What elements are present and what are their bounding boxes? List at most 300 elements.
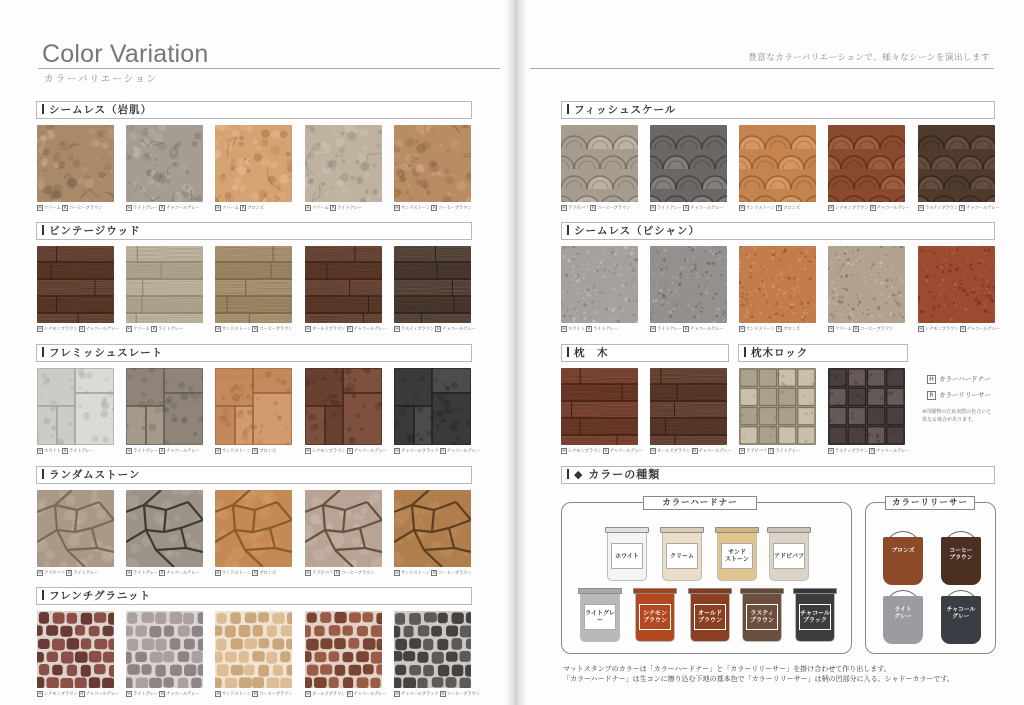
hardener-key: H — [38, 327, 42, 332]
texture-swatch — [305, 611, 382, 688]
hardener-key: H — [919, 206, 923, 211]
swatch-hardener: シナモンブラウン — [568, 449, 602, 454]
swatch-releaser: ブロンズ — [783, 206, 800, 211]
swatch-releaser: チャコールグレー — [166, 206, 200, 211]
swatch-caption — [394, 570, 472, 577]
releaser-key: R — [160, 571, 164, 576]
swatch-releaser: チャコールグレー — [698, 449, 732, 454]
section-header — [561, 222, 995, 240]
bucket-name: チャコール グレー — [946, 607, 976, 620]
hardener-key: H — [38, 571, 42, 576]
section-header — [561, 101, 995, 119]
can-lid — [715, 527, 759, 533]
hardener-key: H — [127, 449, 131, 454]
hardener-key: H — [919, 327, 923, 332]
section-title: 枕 木 — [574, 347, 609, 359]
swatch-hardener: シナモンブラウン — [44, 692, 78, 697]
header-divider-right — [530, 68, 994, 69]
swatch-releaser: コーヒーブラウン — [341, 571, 375, 576]
swatch-hardener: ライトグレー — [133, 449, 158, 454]
swatch-releaser: チャコールグレー — [166, 692, 200, 697]
releaser-key: R — [253, 449, 257, 454]
hardener-key: H — [127, 692, 131, 697]
texture-swatch — [828, 368, 905, 445]
swatch-hardener: サンドストーン — [746, 327, 776, 332]
can-label — [746, 604, 778, 630]
texture-swatch — [650, 246, 727, 323]
releaser-box-label: カラーリリーサー — [885, 496, 975, 510]
swatch-releaser: コーヒーブラウン — [597, 206, 631, 211]
swatch-caption — [305, 448, 387, 455]
swatch-hardener: アドビバフ — [44, 571, 65, 576]
can-label — [694, 604, 726, 630]
can-lid — [578, 588, 622, 594]
releaser-bucket — [939, 590, 983, 644]
hardener-can — [793, 588, 837, 644]
can-lid — [633, 588, 677, 594]
texture-swatch — [37, 125, 114, 202]
page-gutter — [505, 0, 527, 705]
section-header — [36, 466, 472, 484]
releaser-key: R — [253, 692, 257, 697]
hardener-can — [578, 588, 622, 644]
releaser-key: R — [591, 206, 595, 211]
swatch-hardener: ライトグレー — [133, 571, 158, 576]
texture-swatch — [126, 125, 203, 202]
swatch-releaser: ライトグレー — [337, 206, 363, 211]
can-name: クリーム — [669, 552, 694, 560]
texture-swatch — [739, 368, 816, 445]
section-title: フィッシュスケール — [574, 104, 677, 116]
section-header — [36, 101, 472, 119]
releaser-bucket — [881, 590, 925, 644]
swatch-caption — [650, 448, 732, 455]
swatch-hardener: オールドブラウン — [312, 327, 346, 332]
texture-swatch — [739, 246, 816, 323]
releaser-key: R — [441, 692, 445, 697]
releaser-key: R — [63, 206, 67, 211]
hardener-key: H — [216, 449, 220, 454]
swatch-releaser: チャコールグレー — [166, 571, 200, 576]
hardener-can — [633, 588, 677, 644]
hardener-key: H — [395, 692, 399, 697]
can-name: ラスティ ブラウン — [749, 610, 774, 624]
hardener-key: H — [306, 692, 310, 697]
swatch-hardener: サンドストーン — [222, 692, 252, 697]
hardener-key: H — [562, 327, 566, 332]
can-label — [799, 604, 831, 630]
can-label — [721, 543, 753, 569]
header-divider-left — [38, 68, 500, 69]
swatch-caption — [37, 326, 119, 333]
texture-swatch — [305, 125, 382, 202]
releaser-key: R — [777, 206, 781, 211]
releaser-key: R — [441, 449, 445, 454]
texture-swatch — [215, 368, 292, 445]
swatch-caption — [561, 326, 618, 333]
texture-swatch — [394, 246, 471, 323]
swatch-caption — [215, 205, 264, 212]
hardener-key: H — [395, 206, 399, 211]
color-types-heading — [561, 466, 995, 484]
releaser-key: R — [348, 449, 352, 454]
can-lid — [767, 527, 811, 533]
can-lid — [740, 588, 784, 594]
swatch-caption — [394, 205, 472, 212]
releaser-key: R — [253, 327, 257, 332]
section-title: ビンテージウッド — [49, 225, 141, 237]
texture-swatch — [215, 611, 292, 688]
hardener-key: H — [395, 327, 399, 332]
swatch-releaser: チャコールグレー — [966, 206, 1000, 211]
swatch-caption — [739, 448, 800, 455]
swatch-releaser: チャコールグレー — [966, 327, 1001, 332]
swatch-caption — [37, 691, 119, 698]
texture-swatch — [215, 490, 292, 567]
swatch-hardener: アドビバフ — [312, 571, 333, 576]
swatch-hardener: クリーム — [44, 206, 61, 211]
swatch-caption — [828, 205, 910, 212]
swatch-releaser: コーヒーブラウン — [69, 206, 103, 211]
hardener-key: H — [829, 327, 833, 332]
swatch-caption — [394, 448, 480, 455]
legend-releaser-key: R — [927, 391, 936, 400]
swatch-hardener: サンドストーン — [222, 449, 252, 454]
section-title: シームレス（岩肌） — [49, 104, 153, 116]
releaser-key: R — [871, 206, 875, 211]
texture-swatch — [126, 490, 203, 567]
hardener-key: H — [216, 327, 220, 332]
bucket-label — [939, 607, 983, 621]
hardener-can — [740, 588, 784, 644]
can-label — [639, 604, 671, 630]
can-name: アドビバフ — [774, 552, 805, 560]
swatch-hardener: クリーム — [222, 206, 239, 211]
legend-hardener — [927, 374, 991, 384]
swatch-caption — [126, 205, 200, 212]
hardener-box-label: カラーハードナー — [643, 496, 757, 510]
releaser-key: R — [80, 692, 84, 697]
hardener-key: H — [306, 571, 310, 576]
releaser-key: R — [961, 327, 965, 332]
swatch-caption — [394, 691, 480, 698]
releaser-bucket — [881, 531, 925, 585]
hardener-key: H — [38, 449, 42, 454]
swatch-hardener: ラスティブラウン — [401, 327, 435, 332]
releaser-key: R — [63, 449, 67, 454]
releaser-key: R — [960, 206, 964, 211]
swatch-releaser: コーヒーブラウン — [259, 692, 293, 697]
can-name: ホワイト — [615, 552, 639, 560]
texture-swatch — [126, 611, 203, 688]
swatch-hardener: シナモンブラウン — [925, 327, 959, 332]
texture-swatch — [561, 246, 638, 323]
releaser-key: R — [432, 206, 436, 211]
hardener-key: H — [740, 449, 744, 454]
swatch-caption — [739, 326, 800, 333]
footer-line1: マットスタンプのカラーは「カラーハードナー」と「カラーリリーサー」を掛け合わせて作り出します。 — [563, 665, 891, 673]
swatch-caption — [561, 205, 630, 212]
swatch-hardener: クリーム — [312, 206, 329, 211]
swatch-releaser: コーヒーブラウン — [860, 327, 894, 332]
can-label — [584, 604, 616, 630]
releaser-key: R — [241, 206, 245, 211]
swatch-releaser: チャコールグレー — [85, 692, 120, 697]
hardener-key: H — [216, 206, 220, 211]
can-label — [611, 543, 643, 569]
texture-swatch — [828, 125, 905, 202]
swatch-releaser: ライトグレー — [73, 571, 99, 576]
bucket-label — [939, 548, 983, 562]
legend-hardener-key: H — [927, 375, 936, 384]
swatch-caption — [126, 691, 200, 698]
hardener-key: H — [306, 206, 310, 211]
releaser-key: R — [684, 206, 688, 211]
swatch-hardener: アドビバフ — [746, 449, 767, 454]
swatch-releaser: チャコールグレー — [442, 327, 476, 332]
releaser-key: R — [604, 449, 608, 454]
swatch-releaser: ブロンズ — [259, 571, 276, 576]
swatch-caption — [828, 448, 910, 455]
section-header — [36, 587, 472, 605]
can-lid — [605, 527, 649, 533]
swatch-hardener: ライトグレー — [657, 206, 682, 211]
swatch-caption — [215, 570, 276, 577]
hardener-key: H — [562, 206, 566, 211]
swatch-caption — [394, 326, 476, 333]
bucket-name: コーヒー ブラウン — [949, 548, 973, 561]
hardener-key: H — [562, 449, 566, 454]
releaser-key: R — [160, 449, 164, 454]
texture-swatch — [828, 246, 905, 323]
legend-hardener-label: カラーハードナー — [939, 375, 991, 383]
swatch-hardener: クリーム — [133, 327, 150, 332]
releaser-key: R — [67, 571, 71, 576]
swatch-releaser: チャコールグレー — [353, 692, 387, 697]
section-header — [738, 344, 908, 362]
swatch-caption — [305, 205, 362, 212]
texture-swatch — [394, 125, 471, 202]
hardener-key: H — [216, 692, 220, 697]
texture-swatch — [650, 368, 727, 445]
swatch-hardener: チャコールブラック — [401, 692, 439, 697]
swatch-releaser: ブロンズ — [783, 327, 800, 332]
swatch-caption — [650, 326, 724, 333]
swatch-hardener: アドビバフ — [568, 206, 589, 211]
bucket-name: ブロンズ — [891, 548, 915, 554]
section-header — [36, 222, 472, 240]
swatch-releaser: ライトグレー — [158, 327, 184, 332]
swatch-hardener: ラスティブラウン — [925, 206, 959, 211]
texture-swatch — [561, 125, 638, 202]
swatch-releaser: コーヒーブラウン — [446, 692, 480, 697]
swatch-releaser: チャコールグレー — [876, 206, 911, 211]
swatch-caption — [561, 448, 643, 455]
releaser-key: R — [80, 327, 84, 332]
swatch-caption — [126, 326, 183, 333]
swatch-hardener: サンドストーン — [746, 206, 776, 211]
releaser-key: R — [160, 692, 164, 697]
texture-swatch — [215, 125, 292, 202]
section-title: ランダムストーン — [49, 469, 141, 481]
releaser-key: R — [777, 327, 781, 332]
releaser-key: R — [152, 327, 156, 332]
hardener-key: H — [829, 449, 833, 454]
releaser-key: R — [348, 692, 352, 697]
swatch-releaser: チャコールグレー — [85, 327, 120, 332]
section-header — [36, 344, 472, 362]
page-title: Color Variation — [42, 40, 209, 68]
swatch-releaser: チャコールグレー — [353, 449, 388, 454]
releaser-key: R — [436, 327, 440, 332]
swatch-hardener: チャコールブラック — [401, 449, 439, 454]
can-lid — [660, 527, 704, 533]
hardener-key: H — [306, 449, 310, 454]
swatch-releaser: チャコールグレー — [876, 449, 910, 454]
swatch-caption — [37, 448, 94, 455]
can-name: サンド ストーン — [725, 549, 749, 563]
swatch-releaser: ライトグレー — [775, 449, 801, 454]
swatch-caption — [739, 205, 800, 212]
swatch-caption — [126, 448, 200, 455]
swatch-releaser: チャコールグレー — [166, 449, 200, 454]
releaser-key: R — [693, 449, 697, 454]
texture-swatch — [37, 611, 114, 688]
swatch-hardener: ホワイト — [44, 449, 61, 454]
bucket-body — [883, 537, 923, 585]
can-label — [666, 543, 698, 569]
legend-note — [922, 408, 991, 424]
hardener-key: H — [127, 327, 131, 332]
swatch-caption — [305, 570, 374, 577]
texture-swatch — [394, 368, 471, 445]
swatch-releaser: チャコールグレー — [609, 449, 644, 454]
hardener-key: H — [395, 449, 399, 454]
swatch-caption — [215, 691, 293, 698]
swatch-hardener: クリーム — [835, 327, 852, 332]
releaser-key: R — [854, 327, 858, 332]
releaser-bucket — [939, 531, 983, 585]
swatch-releaser: ライトグレー — [592, 327, 618, 332]
texture-swatch — [126, 246, 203, 323]
texture-swatch — [739, 125, 816, 202]
swatch-releaser: チャコールグレー — [446, 449, 481, 454]
swatch-hardener: シナモンブラウン — [44, 327, 78, 332]
hardener-key: H — [38, 692, 42, 697]
texture-swatch — [305, 246, 382, 323]
swatch-hardener: シナモンブラウン — [312, 449, 346, 454]
can-lid — [688, 588, 732, 594]
swatch-caption — [215, 448, 276, 455]
texture-swatch — [305, 368, 382, 445]
releaser-key: R — [684, 327, 688, 332]
hardener-key: H — [651, 206, 655, 211]
swatch-releaser: チャコールグレー — [690, 327, 724, 332]
hardener-key: H — [306, 327, 310, 332]
swatch-hardener: ホワイト — [568, 327, 585, 332]
hardener-key: H — [651, 449, 655, 454]
footer-text — [563, 664, 954, 684]
texture-swatch — [126, 368, 203, 445]
releaser-key: R — [769, 449, 773, 454]
bucket-label — [881, 548, 925, 555]
swatch-releaser: ブロンズ — [247, 206, 264, 211]
legend-note-line2: 異なる場合があります。 — [922, 417, 977, 423]
texture-swatch — [37, 368, 114, 445]
swatch-caption — [37, 570, 98, 577]
releaser-key: R — [587, 327, 591, 332]
swatch-releaser: コーヒーブラウン — [438, 206, 472, 211]
swatch-caption — [305, 691, 387, 698]
hardener-key: H — [740, 206, 744, 211]
texture-swatch — [394, 611, 471, 688]
swatch-releaser: ブロンズ — [259, 449, 276, 454]
color-types-heading-text: ◆ カラーの種類 — [574, 468, 661, 481]
releaser-key: R — [331, 206, 335, 211]
swatch-caption — [126, 570, 200, 577]
texture-swatch — [305, 490, 382, 567]
section-header — [561, 344, 729, 362]
releaser-key: R — [348, 327, 352, 332]
can-label — [773, 543, 805, 569]
texture-swatch — [215, 246, 292, 323]
swatch-caption — [305, 326, 387, 333]
hardener-key: H — [395, 571, 399, 576]
texture-swatch — [561, 368, 638, 445]
swatch-hardener: サンドストーン — [222, 327, 252, 332]
section-title: フレンチグラニット — [49, 590, 151, 602]
swatch-hardener: サンドストーン — [401, 571, 431, 576]
texture-swatch — [918, 125, 995, 202]
legend-note-line1: ※印刷物のため実際の色合いと — [922, 409, 992, 415]
section-title: 枕木ロック — [751, 347, 809, 359]
swatch-hardener: オールドブラウン — [312, 692, 346, 697]
swatch-caption — [37, 205, 102, 212]
swatch-caption — [918, 326, 1000, 333]
can-name: シナモン ブラウン — [642, 610, 667, 624]
can-lid — [793, 588, 837, 594]
legend-releaser-label: カラーリリーサー — [939, 391, 991, 399]
swatch-releaser: ライトグレー — [68, 449, 94, 454]
swatch-caption — [215, 326, 293, 333]
hardener-key: H — [38, 206, 42, 211]
hardener-can — [715, 527, 759, 583]
releaser-key: R — [253, 571, 257, 576]
hardener-key: H — [740, 327, 744, 332]
hardener-key: H — [127, 206, 131, 211]
can-name: ライトグレー — [585, 610, 615, 624]
hardener-key: H — [127, 571, 131, 576]
legend-releaser — [927, 390, 991, 400]
section-title: シームレス（ピシャン） — [574, 225, 700, 237]
texture-swatch — [650, 125, 727, 202]
hardener-key: H — [829, 206, 833, 211]
swatch-hardener: シナモンブラウン — [835, 206, 869, 211]
swatch-hardener: ラスティブラウン — [835, 449, 869, 454]
releaser-key: R — [432, 571, 436, 576]
can-name: オールド ブラウン — [697, 610, 722, 624]
swatch-hardener: ライトグレー — [133, 692, 158, 697]
swatch-releaser: チャコールグレー — [353, 327, 387, 332]
swatch-hardener: サンドストーン — [222, 571, 252, 576]
swatch-caption — [828, 326, 893, 333]
hardener-can — [605, 527, 649, 583]
swatch-caption — [918, 205, 1000, 212]
texture-swatch — [918, 246, 995, 323]
swatch-releaser: コーヒーブラウン — [438, 571, 472, 576]
swatch-hardener: オールドブラウン — [657, 449, 691, 454]
releaser-key: R — [335, 571, 339, 576]
